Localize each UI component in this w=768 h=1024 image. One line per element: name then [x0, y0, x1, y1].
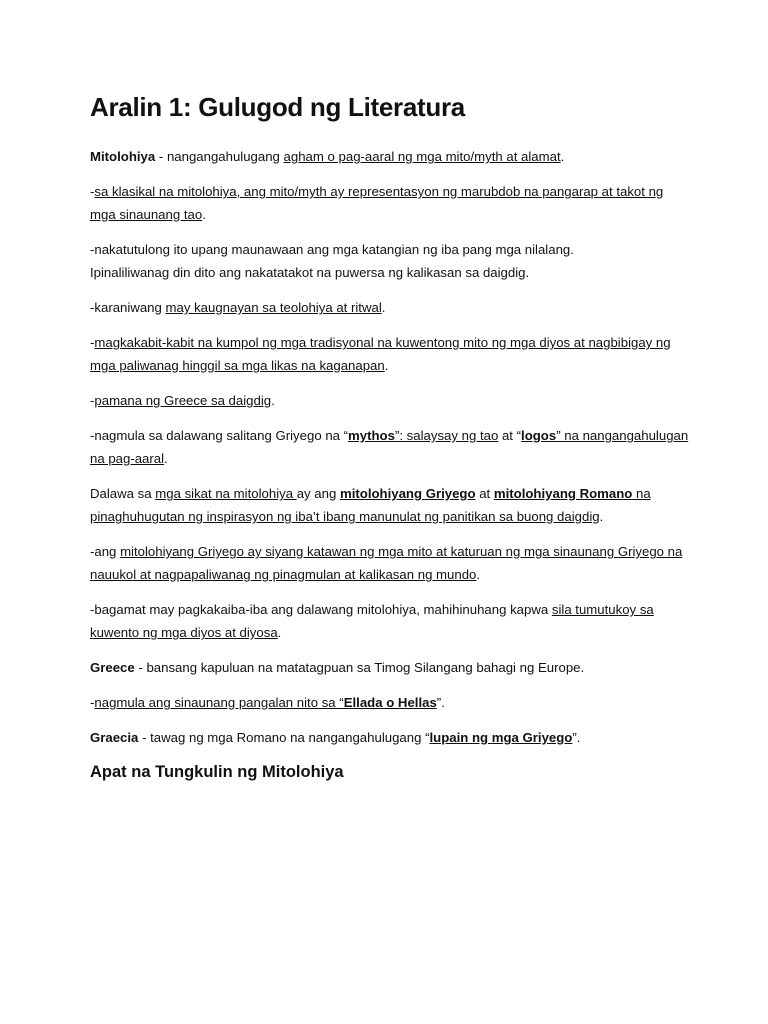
underlined-text: ”: salaysay ng tao — [394, 428, 499, 443]
text: - — [90, 393, 95, 408]
document-page — [90, 92, 690, 782]
term-graecia: Graecia — [90, 730, 139, 745]
underlined-text: mga sikat na mitolohiya — [155, 486, 297, 501]
text: . — [164, 451, 168, 466]
term-mitolohiya: Mitolohiya — [90, 149, 156, 164]
paragraph-dalawa — [90, 482, 690, 528]
bold-term-lupain: lupain ng mga Griyego — [429, 730, 573, 745]
text: -nakatutulong ito upang maunawaan ang mga katangian ng iba pang mga nilalang. — [90, 242, 574, 257]
paragraph-magkakabit — [90, 331, 690, 377]
underlined-text: pamana ng Greece sa daigdig — [94, 393, 272, 408]
text: . — [381, 300, 386, 315]
bold-term-griyego: mitolohiyang Griyego — [339, 486, 476, 501]
underlined-text: may kaugnayan sa teolohiya at ritwal — [165, 300, 382, 315]
paragraph-pamana — [90, 389, 690, 412]
paragraph-greece — [90, 656, 690, 679]
underlined-text: mitolohiyang Griyego ay siyang katawan ng mga mito at katuruan ng mga sinaunang Griyego na nauukol at nagpapaliwanag ng pinagmulan at kalikasan ng mundo — [90, 544, 683, 582]
underlined-text: sila tumutukoy sa kuwento ng mga diyos at diyosa — [90, 602, 654, 640]
text: -karaniwang — [90, 300, 166, 315]
text: - bansang kapuluan na matatagpuan sa Timog Silangang bahagi ng Europe. — [134, 660, 585, 675]
text: . — [560, 149, 565, 164]
text: - — [90, 335, 95, 350]
text: ”. — [436, 695, 445, 710]
text: . — [599, 509, 604, 524]
paragraph-ellada — [90, 691, 690, 714]
underlined-text: magkakabit-kabit na kumpol ng mga tradisyonal na kuwentong mito ng mga diyos at nagbibigay ng mga paliwanag hinggil sa mga likas na kaganapan — [90, 335, 671, 373]
underlined-text: agham o pag-aaral ng mga mito/myth at alamat — [283, 149, 561, 164]
text: -bagamat may pagkakaiba-iba ang dalawang mitolohiya, mahihinuhang kapwa — [90, 602, 552, 617]
text: - tawag ng mga Romano na nangangahulugang “ — [138, 730, 430, 745]
underlined-text: nagmula ang sinaunang pangalan nito sa “ — [94, 695, 344, 710]
text: . — [202, 207, 206, 222]
underlined-text: ” na nangangahulugan na pag-aaral — [90, 428, 689, 466]
text: at — [475, 486, 494, 501]
bold-term-mythos: mythos — [348, 428, 395, 443]
paragraph-klasikal — [90, 180, 690, 226]
paragraph-graecia — [90, 726, 690, 749]
paragraph-ang-mitolohiyang — [90, 540, 690, 586]
paragraph-mitolohiya-definition — [90, 145, 690, 168]
text: at “ — [498, 428, 522, 443]
text: . — [384, 358, 389, 373]
text: . — [476, 567, 481, 582]
text: - nangangahulugang — [155, 149, 284, 164]
bold-term-romano: mitolohiyang Romano — [493, 486, 633, 501]
paragraph-bagamat — [90, 598, 690, 644]
text: . — [271, 393, 275, 408]
section-heading: Apat na Tungkulin ng Mitolohiya — [90, 763, 344, 781]
paragraph-nakatutulong — [90, 238, 690, 284]
term-greece: Greece — [90, 660, 135, 675]
text: ”. — [572, 730, 581, 745]
page-title: Aralin 1: Gulugod ng Literatura — [90, 92, 465, 122]
text: ay ang — [296, 486, 340, 501]
underlined-text: na pinaghuhugutan ng inspirasyon ng iba’t ibang manunulat ng panitikan sa buong daigdig — [90, 486, 651, 524]
text: -ang — [90, 544, 121, 559]
bold-term-logos: logos — [521, 428, 557, 443]
text: - — [90, 184, 95, 199]
bold-term-ellada: Ellada o Hellas — [343, 695, 437, 710]
underlined-text: sa klasikal na mitolohiya, ang mito/myth ay representasyon ng marubdob na pangarap at takot ng mga sinaunang tao — [90, 184, 664, 222]
text: -nagmula sa dalawang salitang Griyego na “ — [90, 428, 349, 443]
text: . — [277, 625, 282, 640]
paragraph-nagmula — [90, 424, 690, 470]
text: Ipinaliliwanag din dito ang nakatatakot na puwersa ng kalikasan sa daigdig. — [90, 265, 530, 280]
paragraph-karaniwang — [90, 296, 690, 319]
text: - — [90, 695, 95, 710]
text: Dalawa sa — [90, 486, 156, 501]
